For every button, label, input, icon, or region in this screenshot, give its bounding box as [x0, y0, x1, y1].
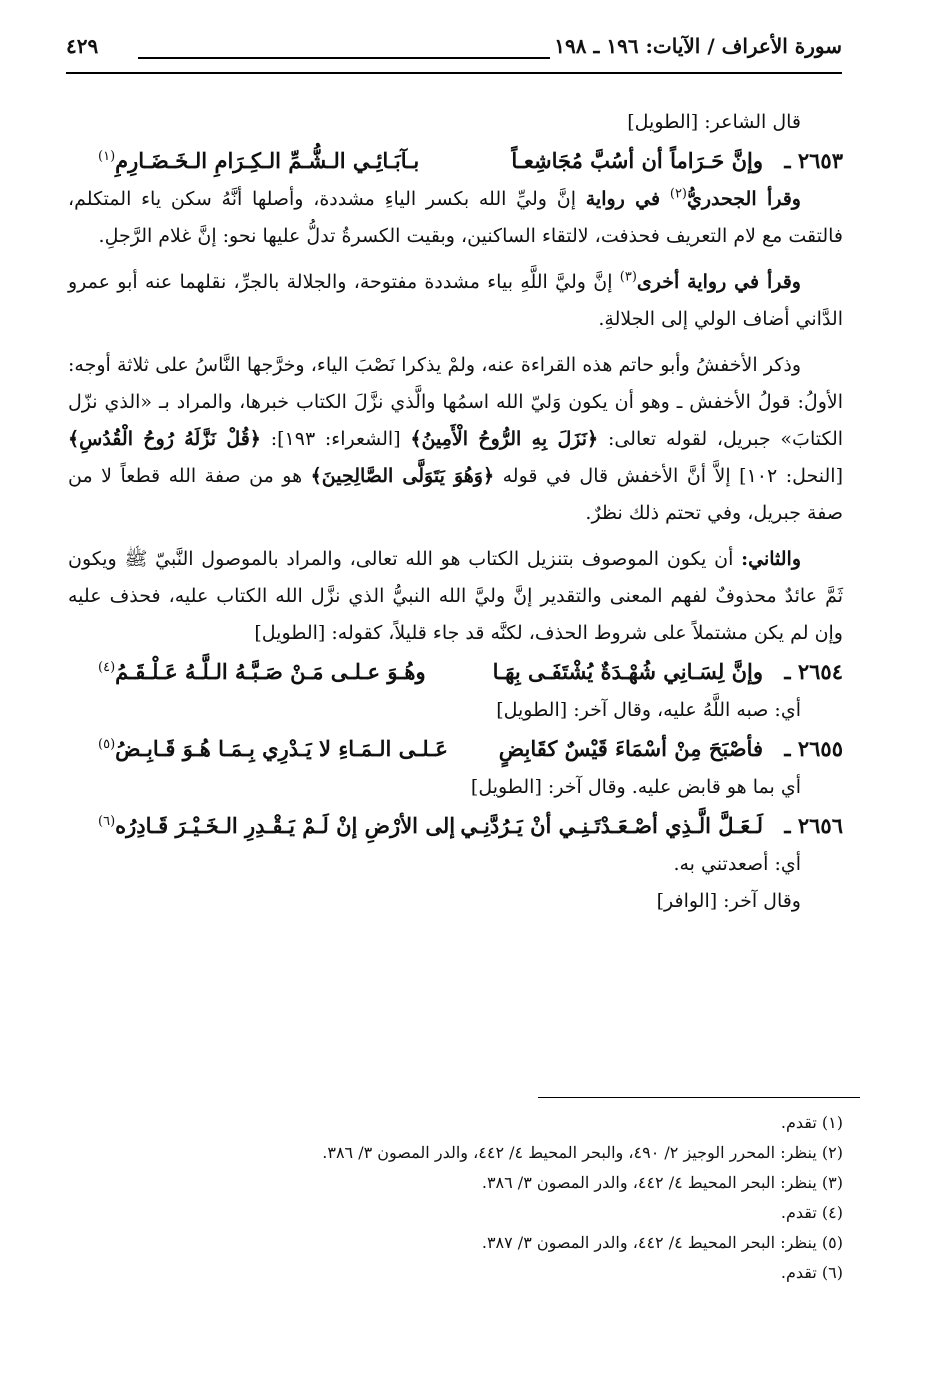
verse-2654	[68, 652, 843, 692]
citation: [النحل: ١٠٢] إلاَّ أنَّ الأخفش قال في قوله	[502, 465, 843, 487]
paragraph	[68, 541, 843, 652]
bold-text: والثاني:	[741, 548, 802, 570]
paragraph	[68, 181, 843, 255]
quran-quote: ﴿نَزَلَ بِهِ الرُّوحُ الْأَمِينُ﴾	[410, 428, 599, 450]
hemistich-text: إلى الأرْضِ إنْ لَـمْ يَـقْـدِرِ الـخَـيْـرَ قَـادِرُه	[115, 813, 456, 838]
paragraph	[68, 347, 843, 532]
footnote: (٤) تقدم.	[780, 1203, 843, 1222]
verse-number: ٢٦٥٥ ـ	[784, 736, 843, 761]
hemistich-text: عَـلـى الـمَـاءِ لا يَـدْرِي بِـمَـا هُـوَ قَـابِـضُ	[115, 736, 448, 761]
footnote-ref[interactable]: (٦)	[98, 814, 116, 829]
footnote: (١) تقدم.	[780, 1113, 843, 1132]
verse-2655	[68, 729, 843, 769]
main-text	[68, 104, 843, 920]
paragraph: أي: أصعدتني به.	[673, 853, 801, 875]
paragraph-text: وذكر الأخفشُ وأبو حاتم هذه القراءة عنه، ولمْ يذكرا نَصْبَ الياء، وخرَّجها النَّاسُ على ثلاثة أوجه: الأولُ: قولُ الأخفش ـ وهو أن يكون وَليّ الله اسمُها والَّذي نزَّلَ الكتاب خبرها، والمراد بـ «الذي نزّل الكتابَ» جبريل، لقوله تعالى:	[68, 354, 844, 450]
footnote: (٣) ينظر: البحر المحيط ٤/ ٤٤٢، والدر المصون ٣/ ٣٨٦.	[481, 1173, 843, 1192]
footnotes	[68, 1108, 843, 1288]
paragraph-text: أن يكون الموصوف بتنزيل الكتاب هو الله تعالى، والمراد بالموصول النَّبيّ ﷺ ويكون ثَمَّ عائدٌ محذوفٌ لفهم المعنى والتقدير إنَّ وليَّ الله النبيُّ الذي نزَّل الله الكتاب عليه، فحذف عليه وإن لم يكن مشتملاً على شروط الحذف، لكنَّه قد جاء قليلاً، كقوله: [الطويل]	[68, 548, 843, 644]
verse-first-hemistich: وإنَّ لِسَـانِي شُهْـدَةٌ يُشْتَفَـى بِهَـا	[492, 659, 763, 684]
footnote-ref[interactable]: (٥)	[98, 737, 116, 752]
verse-first-hemistich: وإنَّ حَـرَاماً أن أسُبَّ مُجَاشِعـاً	[511, 148, 763, 173]
footnote-ref[interactable]: (١)	[98, 149, 116, 164]
hemistich-text: بـآبَـائِـي الـشُّـمِّ الـكِـرَامِ الـخَـضَـارِمِ	[115, 148, 420, 173]
paragraph-text: إنَّ وليِّ الله بكسر الياءِ مشددة، وأصلها أنَّهُ سكن ياء المتكلم، فالتقت مع لام التعريف فحذفت، لالتقاء الساكنين، وبقيت الكسرةُ تدلُّ عليها نحو: إنَّ غلام الرَّجلِ.	[68, 188, 843, 247]
page-header	[66, 30, 842, 70]
footnote-ref[interactable]: (٢)	[669, 186, 687, 202]
quran-quote: ﴿وَهُوَ يَتَوَلَّى الصَّالِحِينَ﴾	[310, 465, 495, 487]
verse-second-hemistich	[68, 141, 431, 181]
verse-second-hemistich	[68, 652, 431, 692]
paragraph: أي: صبه اللَّهُ عليه، وقال آخر: [الطويل]	[496, 699, 801, 721]
quran-quote: ﴿قُلْ نَزَّلَهُ رُوحُ الْقُدُسِ﴾	[68, 428, 261, 450]
paragraph-text: هو من صفة الله قطعاً لا من صفة جبريل، وفي تحتم ذلك نظرٌ.	[68, 465, 843, 524]
hemistich-text: وهُـوَ عـلـى مَـنْ صَـبَّـهُ الـلَّـهُ عَـلْـقَـمُ	[115, 659, 426, 684]
citation: [الشعراء: ١٩٣]:	[270, 428, 401, 450]
header-underline	[66, 72, 842, 74]
paragraph-text: إنَّ وليَّ اللَّهِ بياء مشددة مفتوحة، والجلالة بالجرِّ، نقلهما عنه أبو عمرو الدَّاني أضاف الولي إلى الجلالةِ.	[68, 271, 843, 330]
verse-second-hemistich	[68, 806, 455, 846]
verse-first-hemistich: فأصْبَحَ مِنْ أسْمَاءَ قَيْسٌ كقَابِضٍ	[498, 736, 763, 761]
running-title: سورة الأعراف / الآيات: ١٩٦ ـ ١٩٨	[554, 34, 842, 58]
bold-text: وقرأ الجحدريُّ	[687, 188, 801, 210]
paragraph	[68, 264, 843, 338]
header-rule	[138, 57, 550, 59]
page-number: ٤٢٩	[66, 34, 99, 58]
footnote-ref[interactable]: (٤)	[98, 660, 116, 675]
verse-number: ٢٦٥٣ ـ	[784, 148, 843, 173]
bold-text: وقرأ في رواية أخرى	[636, 271, 801, 293]
paragraph: قال الشاعر: [الطويل]	[627, 111, 801, 133]
bold-text: في رواية	[585, 188, 661, 210]
verse-number: ٢٦٥٤ ـ	[784, 659, 843, 684]
verse-2656	[68, 806, 843, 846]
verse-2653	[68, 141, 843, 181]
verse-second-hemistich	[68, 729, 448, 769]
footnote: (٥) ينظر: البحر المحيط ٤/ ٤٤٢، والدر المصون ٣/ ٣٨٧.	[481, 1233, 843, 1252]
footnote-separator	[538, 1097, 860, 1098]
paragraph: أي بما هو قابض عليه. وقال آخر: [الطويل]	[470, 776, 801, 798]
verse-number: ٢٦٥٦ ـ	[784, 813, 843, 838]
footnote-ref[interactable]: (٣)	[619, 269, 637, 285]
verse-first-hemistich: لَـعَـلَّ الَّـذِي أصْـعَـدْتَـنِـي أنْ يَـرُدَّنِـي	[460, 813, 763, 838]
footnote: (٦) تقدم.	[780, 1263, 843, 1282]
footnote: (٢) ينظر: المحرر الوجيز ٢/ ٤٩٠، والبحر المحيط ٤/ ٤٤٢، والدر المصون ٣/ ٣٨٦.	[322, 1143, 843, 1162]
paragraph: وقال آخر: [الوافر]	[656, 890, 801, 912]
